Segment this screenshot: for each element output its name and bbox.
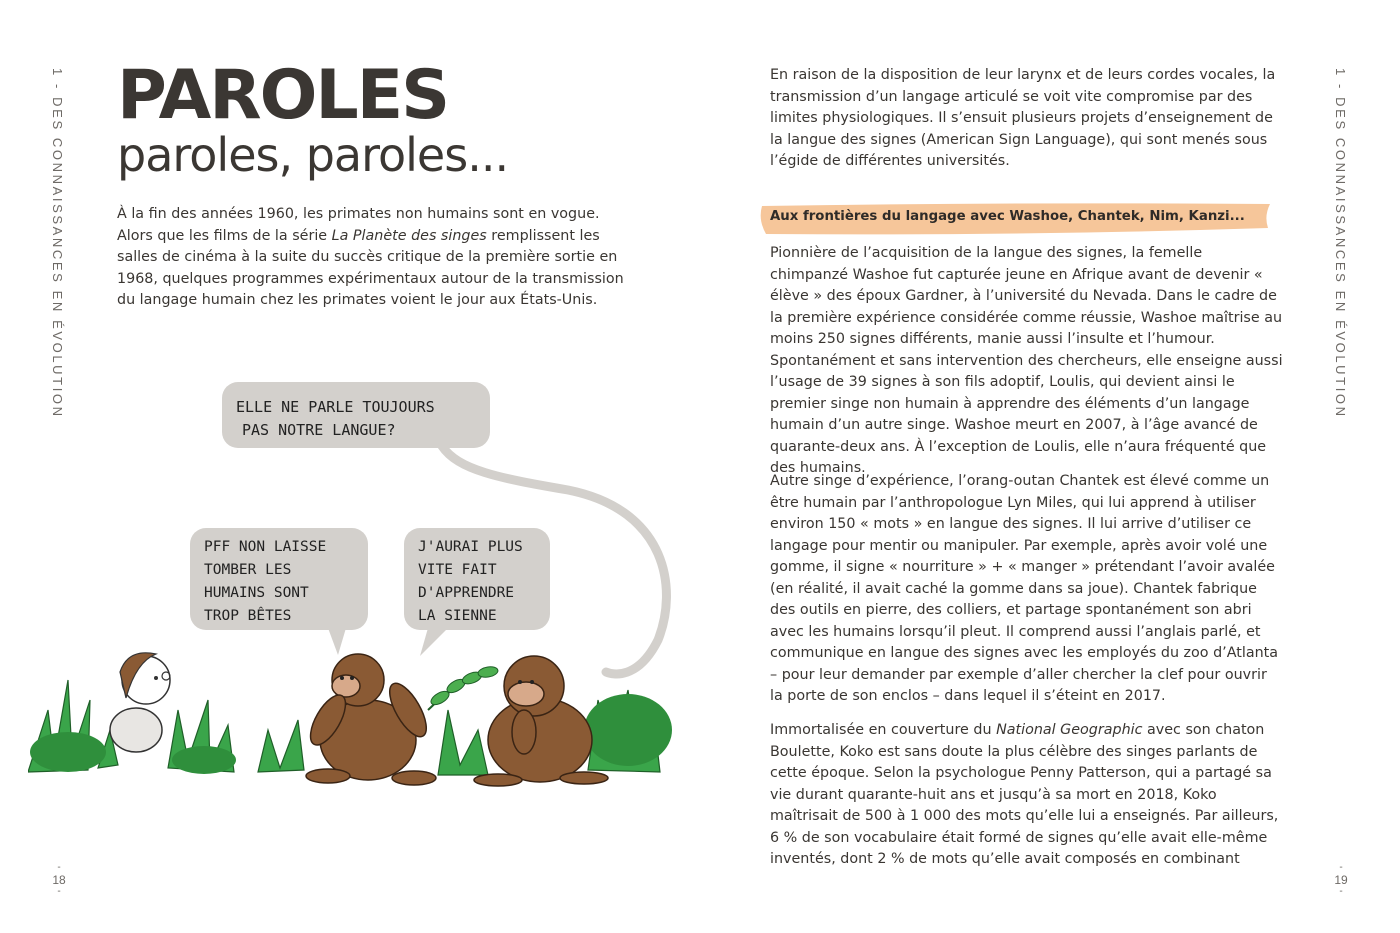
intro-paragraph: À la fin des années 1960, les primates non humains sont en vogue. Alors que les films de la série La Planète des singes remplissent les salles de cinéma à la suite du succès critique de la première sortie en 1968, quelques programmes expérimentaux autour de la transmission du langage humain chez les primates voient le jour aux États-Unis.: [117, 206, 624, 308]
page-subtitle: paroles, paroles...: [117, 128, 509, 182]
page-title: PAROLES: [117, 56, 449, 135]
bubble-right-text: J'AURAI PLUS VITE FAIT D'APPRENDRE LA SIENNE: [418, 539, 523, 624]
paragraph-koko: Immortalisée en couverture du National Geographic avec son chaton Boulette, Koko est sans doute la plus célèbre des singes parlants de cette époque. Selon la psychologue Penny Patterson, qui a partagé sa vie durant quarante-huit ans et jusqu’à sa mort en 2018, Koko maîtrisait de 500 à 1 000 des mots qu’elle lui a enseignés. Par ailleurs, 6 % de son vocabulaire était formé de signes qu’elle avait elle-même inventés, dont 2 % de mots qu’elle avait composés en combinant: [770, 722, 1279, 867]
page-number-left: - 18 -: [52, 862, 66, 897]
comic-illustration: [28, 380, 678, 804]
paragraph-chantek: Autre singe d’expérience, l’orang-outan Chantek est élevé comme un être humain par l’anthropologue Lyn Miles, qui lui apprend à utiliser environ 150 « mots » en langue des signes. Il lui arrive d’utiliser ce langage pour mentir ou manipuler. Par exemple, après avoir volé une gomme, il signe « nourriture » + « manger » prétendant l’avoir avalée (en réalité, il avait caché la gomme dans sa joue). Chantek fabrique des outils en pierre, des colliers, et partage spontanément son abri avec les humains lorsqu’il pleut. Il comprend aussi l’anglais parlé, et communique en langue des signes avec les employés du zoo d’Atlanta – pour leur demander par exemple d’aller chercher la clef pour ouvrir la porte de son enclos – dans lequel il s’éteint en 2017.: [770, 473, 1279, 704]
chapter-spine-right: 1 - DES CONNAISSANCES EN ÉVOLUTION: [1333, 68, 1348, 419]
section-heading-highlight: [758, 202, 1272, 234]
page-number-right: - 19 -: [1334, 862, 1348, 897]
paragraph-washoe: Pionnière de l’acquisition de la langue des signes, la femelle chimpanzé Washoe fut capturée jeune en Afrique avant de devenir « élève » des époux Gardner, à l’université du Nevada. Dans le cadre de la première expérience considérée comme réussie, Washoe maîtrise au moins 250 signes différents, manie aussi l’insulte et l’humour. Spontanément et sans intervention des chercheurs, elle enseigne aussi l’usage de 39 signes à son fils adoptif, Loulis, qui devient ainsi le premier singe non humain à apprendre des éléments d’un langage humain d’un autre singe. Washoe meurt en 2007, à l’âge avancé de quarante-deux ans. À l’exception de Loulis, elle n’aura fréquenté que des humains.: [770, 245, 1283, 476]
chimpanzee-figure: [304, 654, 436, 785]
section-heading: Aux frontières du langage avec Washoe, Chantek, Nim, Kanzi...: [770, 209, 1245, 224]
bubble-top-text: ELLE NE PARLE TOUJOURS PAS NOTRE LANGUE?: [236, 398, 435, 439]
bubble-left-text: PFF NON LAISSE TOMBER LES HUMAINS SONT TROP BÊTES: [204, 539, 327, 624]
child-figure: [110, 653, 170, 752]
paragraph-larynx: En raison de la disposition de leur larynx et de leurs cordes vocales, la transmission d’un langage articulé se voit vite compromise par des limites physiologiques. Il s’ensuit plusieurs projets d’enseignement de la langue des signes (American Sign Language), qui sont menés sous l’égide de différentes universités.: [770, 67, 1276, 169]
fern-leaves: [428, 665, 499, 710]
chapter-spine-left: 1 - DES CONNAISSANCES EN ÉVOLUTION: [50, 68, 65, 419]
